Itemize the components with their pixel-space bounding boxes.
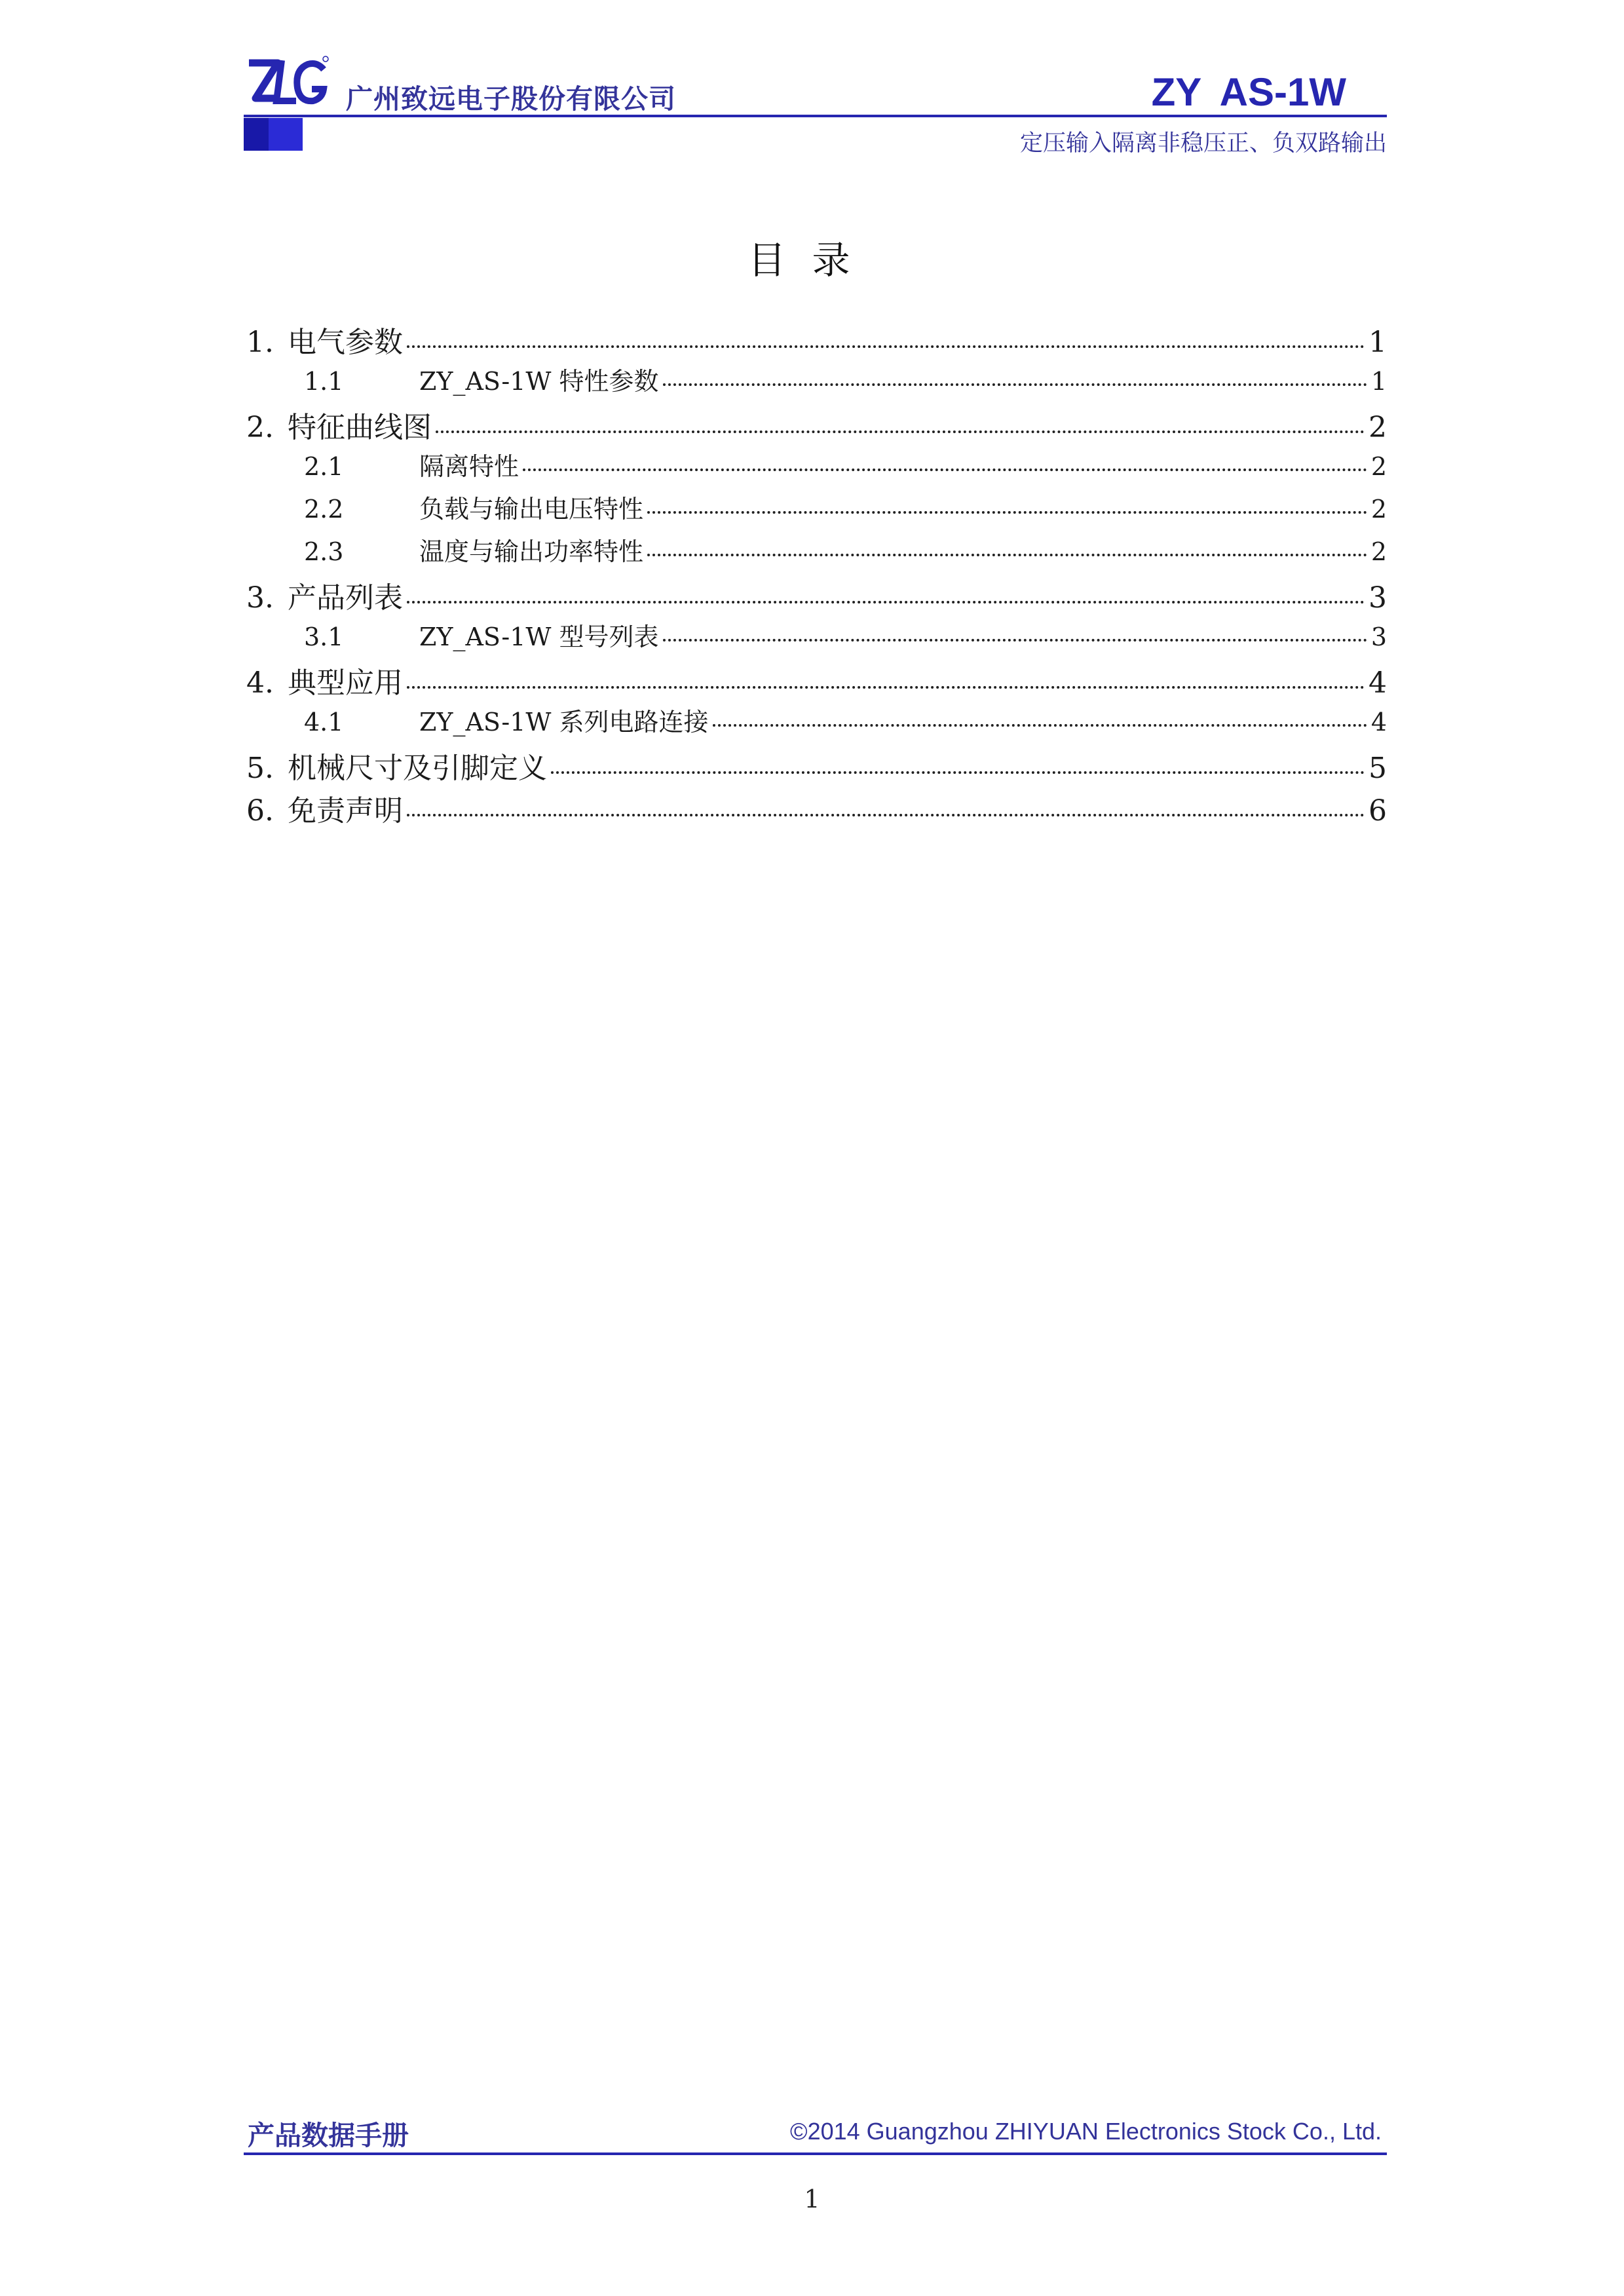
toc-entry-number: 5.: [246, 752, 274, 785]
toc-entry[interactable]: [246, 318, 1387, 361]
toc-entry-page: 1: [1370, 367, 1387, 396]
toc-entry-title: 电气参数: [288, 326, 403, 359]
toc-entry-title: 免责声明: [288, 794, 403, 828]
toc-leader-dots: [663, 639, 1367, 641]
toc-entry-number: 4.: [246, 666, 274, 700]
toc-entry[interactable]: [246, 446, 1387, 489]
toc-entry[interactable]: [246, 744, 1387, 787]
toc-leader-dots: [407, 345, 1365, 348]
toc-entry-title: 特征曲线图: [288, 411, 432, 444]
product-title: ZY AS-1W: [1151, 70, 1346, 114]
toc-leader-dots: [407, 814, 1365, 816]
toc-entry-title: ZY_AS-1W 特性参数: [419, 367, 659, 396]
toc-leader-dots: [407, 601, 1365, 603]
toc-leader-dots: [647, 511, 1367, 514]
header-divider: [244, 115, 1387, 117]
footer-divider: [244, 2152, 1387, 2155]
toc-entry[interactable]: [246, 659, 1387, 702]
logo-square-decoration: [244, 118, 303, 151]
toc-entry-title: 典型应用: [288, 666, 403, 700]
toc-leader-dots: [713, 724, 1367, 727]
footer-copyright: ©2014 Guangzhou ZHIYUAN Electronics Stock Co., Ltd.: [790, 2118, 1382, 2145]
toc-entry-page: 3: [1370, 622, 1387, 651]
toc-entry-page: 4: [1370, 708, 1387, 737]
toc-entry-page: 2: [1370, 495, 1387, 524]
toc-entry-title: ZY_AS-1W 系列电路连接: [419, 708, 709, 737]
toc-leader-dots: [647, 554, 1367, 556]
toc-entry-title: 温度与输出功率特性: [419, 537, 644, 566]
toc-entry[interactable]: [246, 702, 1387, 744]
toc-entry-number: 3.: [246, 581, 274, 615]
page-number: 1: [804, 2185, 820, 2213]
toc-entry[interactable]: [246, 574, 1387, 617]
toc-entry-title: 产品列表: [288, 581, 403, 615]
toc-entry-number: 2.3: [304, 537, 344, 566]
toc-entry-title: 隔离特性: [419, 452, 519, 481]
toc-entry-number: 2.2: [304, 495, 344, 524]
toc-leader-dots: [551, 771, 1365, 774]
toc-leader-dots: [663, 383, 1367, 386]
toc-entry[interactable]: [246, 489, 1387, 531]
toc-entry-number: 1.: [246, 326, 274, 359]
toc-entry-number: 3.1: [304, 622, 344, 651]
toc-entry-page: 2: [1369, 411, 1387, 444]
toc-entry-title: 机械尺寸及引脚定义: [288, 752, 547, 785]
toc-entry-page: 2: [1370, 537, 1387, 566]
toc-entry-page: 1: [1369, 326, 1387, 359]
company-name: 广州致远电子股份有限公司: [346, 83, 676, 115]
toc-entry[interactable]: [246, 404, 1387, 446]
toc-entry-page: 2: [1370, 452, 1387, 481]
toc-entry-page: 3: [1369, 581, 1387, 615]
toc-entry-page: 4: [1369, 666, 1387, 700]
company-logo: [244, 55, 329, 114]
logo-square-inner: [244, 118, 269, 151]
toc-entry-title: 负载与输出电压特性: [419, 495, 644, 524]
toc-entry-page: 6: [1369, 794, 1387, 828]
footer-doc-type: 产品数据手册: [248, 2120, 409, 2151]
toc-entry[interactable]: [246, 617, 1387, 659]
toc-entry-title: ZY_AS-1W 型号列表: [419, 622, 659, 651]
toc-entry-page: 5: [1369, 752, 1387, 785]
toc-entry-number: 2.1: [304, 452, 344, 481]
toc-leader-dots: [436, 430, 1365, 433]
toc-title: 目录: [747, 238, 877, 282]
toc-entry[interactable]: [246, 787, 1387, 830]
toc-entry-number: 6.: [246, 794, 274, 828]
table-of-contents: [246, 318, 1387, 830]
toc-entry-number: 1.1: [304, 367, 344, 396]
toc-entry-number: 2.: [246, 411, 274, 444]
toc-entry[interactable]: [246, 361, 1387, 404]
toc-entry-number: 4.1: [304, 708, 344, 737]
toc-leader-dots: [523, 469, 1367, 471]
toc-entry[interactable]: [246, 531, 1387, 574]
toc-leader-dots: [407, 686, 1365, 689]
product-subtitle: 定压输入隔离非稳压正、负双路输出: [1019, 130, 1387, 157]
